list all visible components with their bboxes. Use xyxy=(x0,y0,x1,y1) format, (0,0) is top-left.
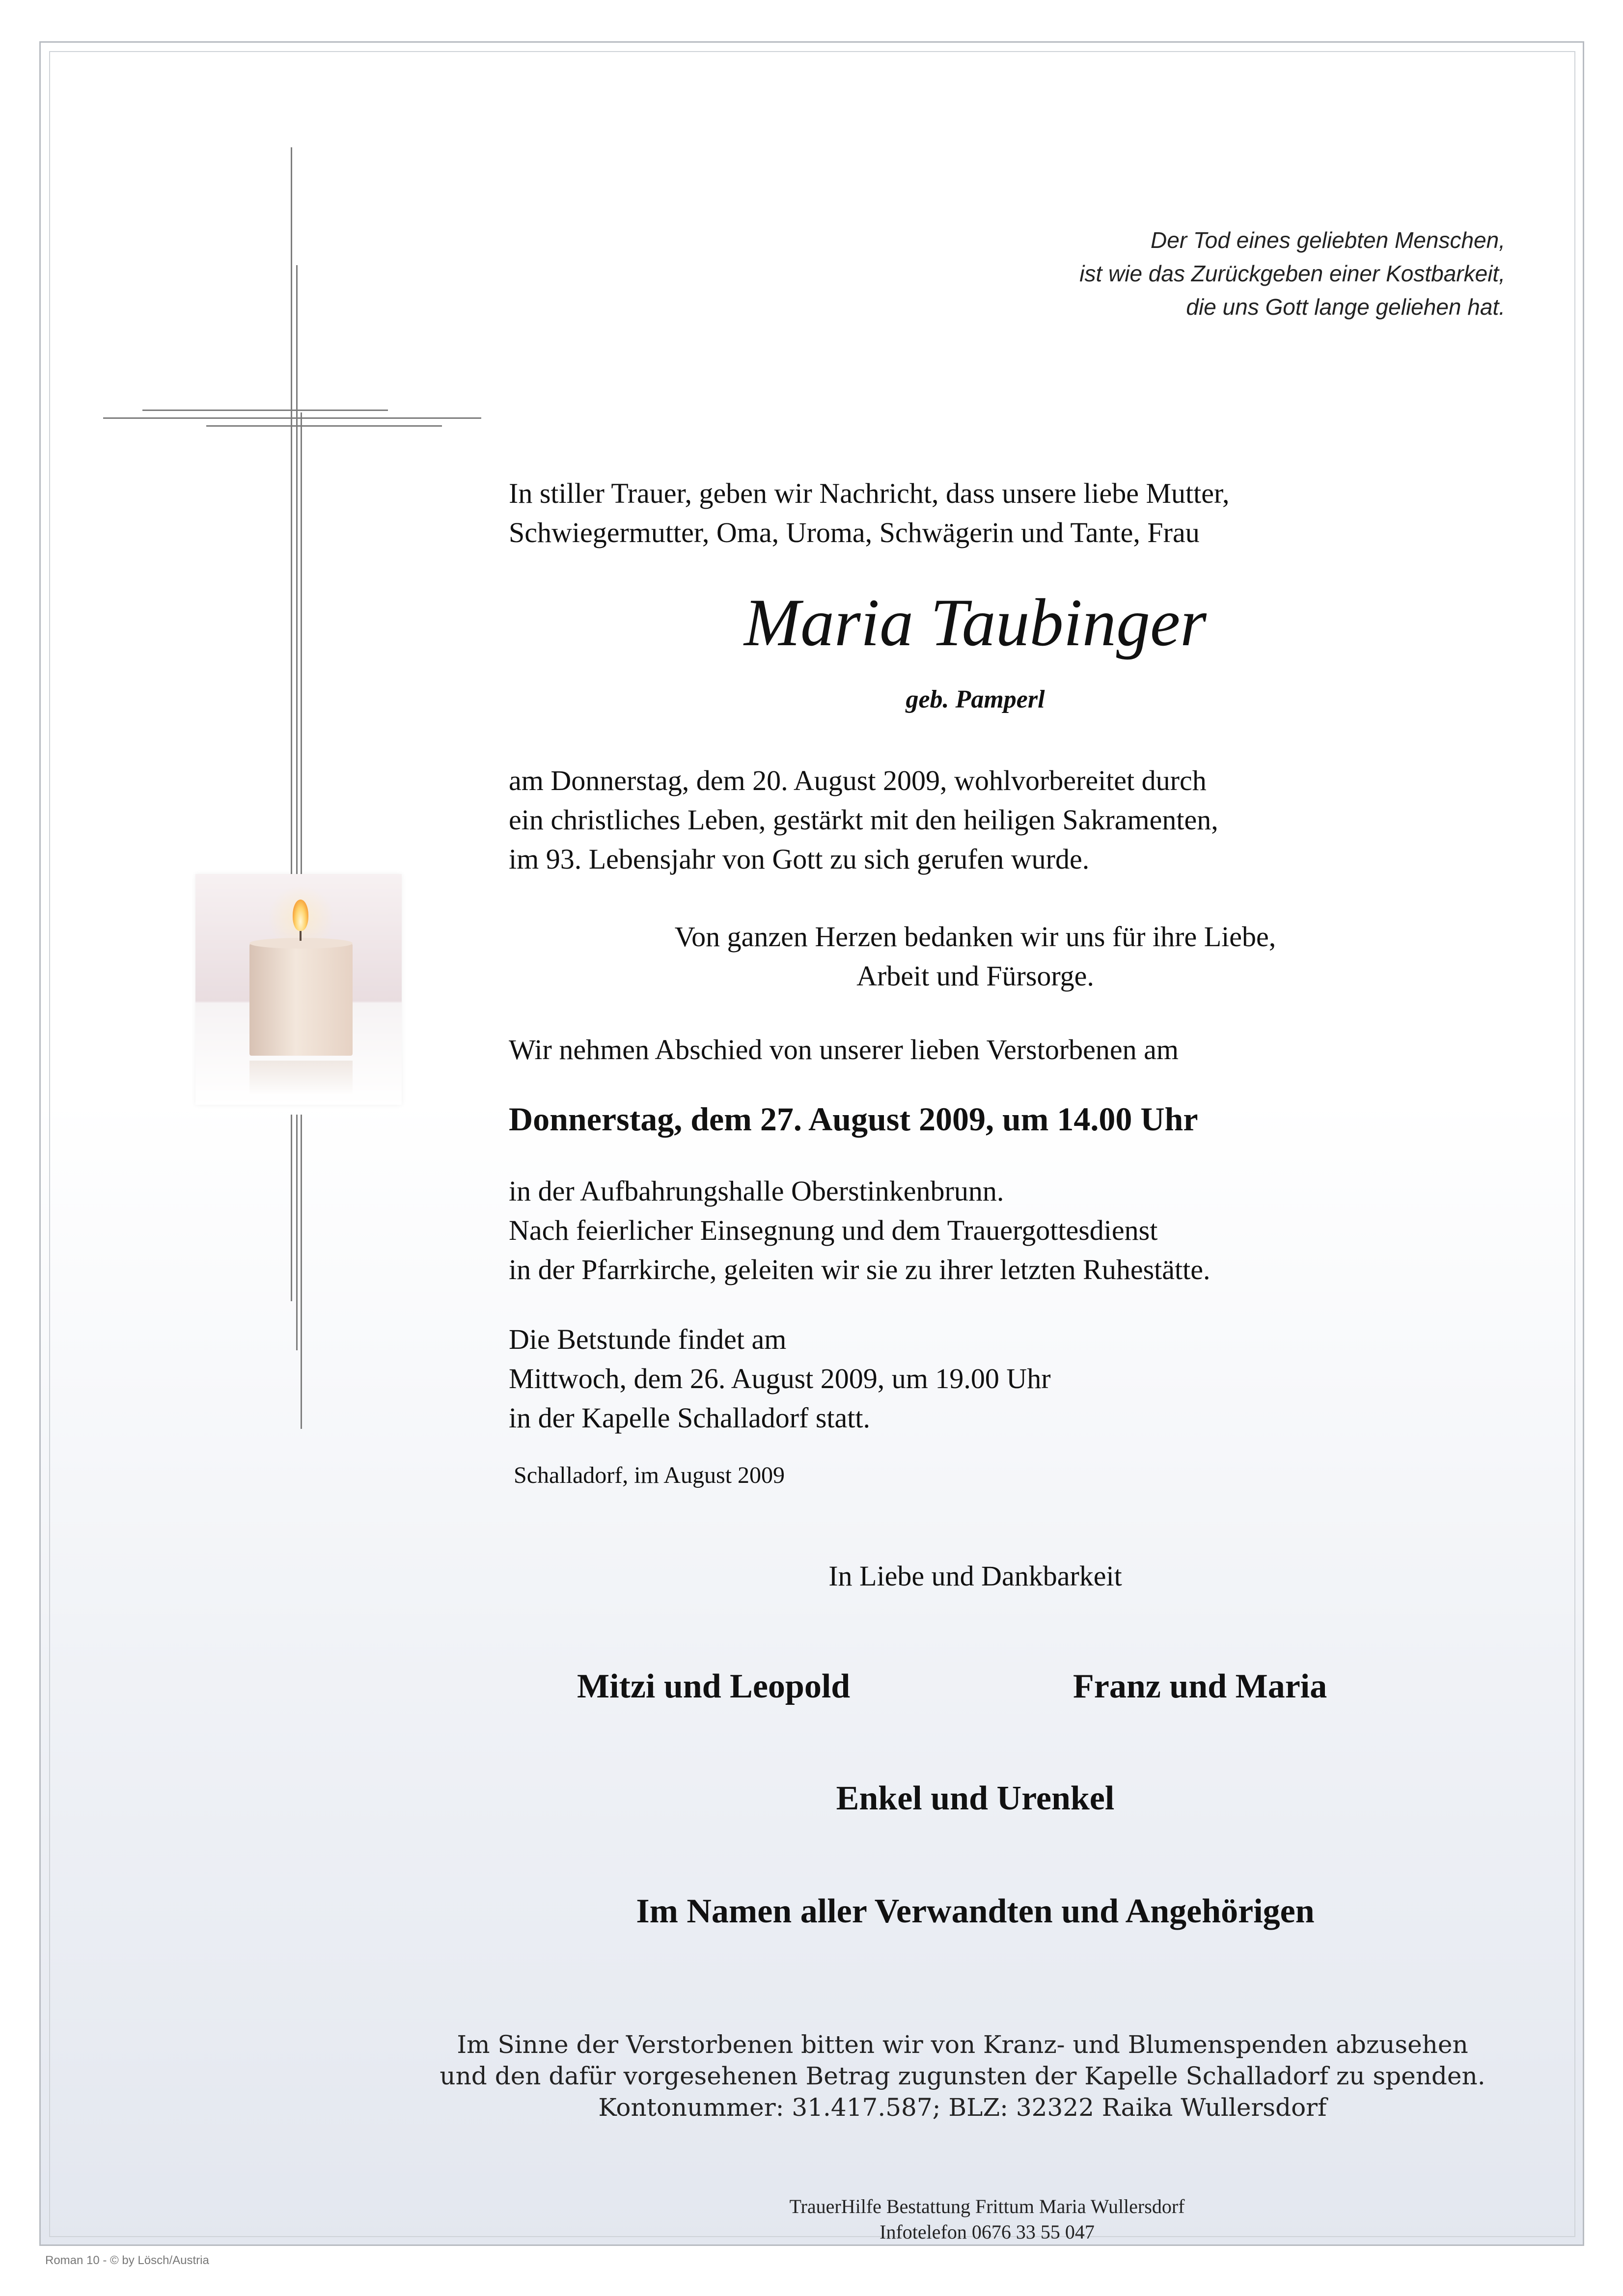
donation-line: Im Sinne der Verstorbenen bitten wir von Kranz- und Blumenspenden abzusehen xyxy=(457,2030,1468,2059)
donation-note xyxy=(373,2029,1552,2123)
closing-phrase: In Liebe und Dankbarkeit xyxy=(828,1560,1122,1592)
place-date: Schalladorf, im August 2009 xyxy=(514,1462,785,1488)
deceased-name: Maria Taubinger xyxy=(744,585,1207,660)
quote-line: Der Tod eines geliebten Menschen, xyxy=(1151,227,1505,253)
funeral-home xyxy=(521,2194,1454,2245)
funeral-home-line: Infotelefon 0676 33 55 047 xyxy=(880,2221,1095,2243)
donation-line: und den dafür vorgesehenen Betrag zugunsten der Kapelle Schalladorf zu spenden. xyxy=(440,2062,1485,2090)
funeral-home-line: TrauerHilfe Bestattung Frittum Maria Wullersdorf xyxy=(789,2195,1185,2217)
prayer-line: Die Betstunde findet am xyxy=(509,1323,787,1355)
ceremony-info xyxy=(509,1172,1491,1289)
death-info-line: ein christliches Leben, gestärkt mit den heiligen Sakramenten, xyxy=(509,804,1218,836)
opening-quote xyxy=(867,223,1505,324)
announcement-text xyxy=(509,474,1491,552)
farewell-intro: Wir nehmen Abschied von unserer lieben Verstorbenen am xyxy=(509,1034,1179,1066)
announcement-line: Schwiegermutter, Oma, Uroma, Schwägerin und Tante, Frau xyxy=(509,517,1200,548)
quote-line: die uns Gott lange geliehen hat. xyxy=(1186,294,1505,320)
mourner-relatives: Im Namen aller Verwandten und Angehörigen xyxy=(636,1892,1315,1930)
thanks-text xyxy=(509,917,1442,996)
ceremony-line: in der Aufbahrungshalle Oberstinkenbrunn. xyxy=(509,1175,1004,1207)
maiden-name: geb. Pamperl xyxy=(906,685,1045,713)
thanks-line: Von ganzen Herzen bedanken wir uns für ihre Liebe, xyxy=(674,921,1276,953)
ceremony-line: in der Pfarrkirche, geleiten wir sie zu ihrer letzten Ruhestätte. xyxy=(509,1254,1210,1285)
ceremony-line: Nach feierlicher Einsegnung und dem Trauergottesdienst xyxy=(509,1214,1158,1246)
thanks-line: Arbeit und Fürsorge. xyxy=(856,960,1094,992)
death-info xyxy=(509,761,1491,879)
prayer-line: Mittwoch, dem 26. August 2009, um 19.00 Uhr xyxy=(509,1363,1051,1394)
death-info-line: am Donnerstag, dem 20. August 2009, wohlvorbereitet durch xyxy=(509,765,1207,796)
mourner-right: Franz und Maria xyxy=(1073,1667,1327,1705)
mourner-grandchildren: Enkel und Urenkel xyxy=(836,1779,1115,1817)
footer-credit: Roman 10 - © by Lösch/Austria xyxy=(45,2254,209,2267)
mourner-left: Mitzi und Leopold xyxy=(577,1667,851,1705)
candle-image xyxy=(195,874,402,1105)
prayer-hour xyxy=(509,1320,1491,1438)
prayer-line: in der Kapelle Schalladorf statt. xyxy=(509,1402,871,1434)
announcement-line: In stiller Trauer, geben wir Nachricht, dass unsere liebe Mutter, xyxy=(509,477,1230,509)
flame-icon xyxy=(293,900,308,931)
farewell-date: Donnerstag, dem 27. August 2009, um 14.00 Uhr xyxy=(509,1100,1198,1138)
donation-line: Kontonummer: 31.417.587; BLZ: 32322 Raika Wullersdorf xyxy=(598,2093,1327,2122)
quote-line: ist wie das Zurückgeben einer Kostbarkeit, xyxy=(1079,261,1505,286)
death-info-line: im 93. Lebensjahr von Gott zu sich gerufen wurde. xyxy=(509,843,1090,875)
